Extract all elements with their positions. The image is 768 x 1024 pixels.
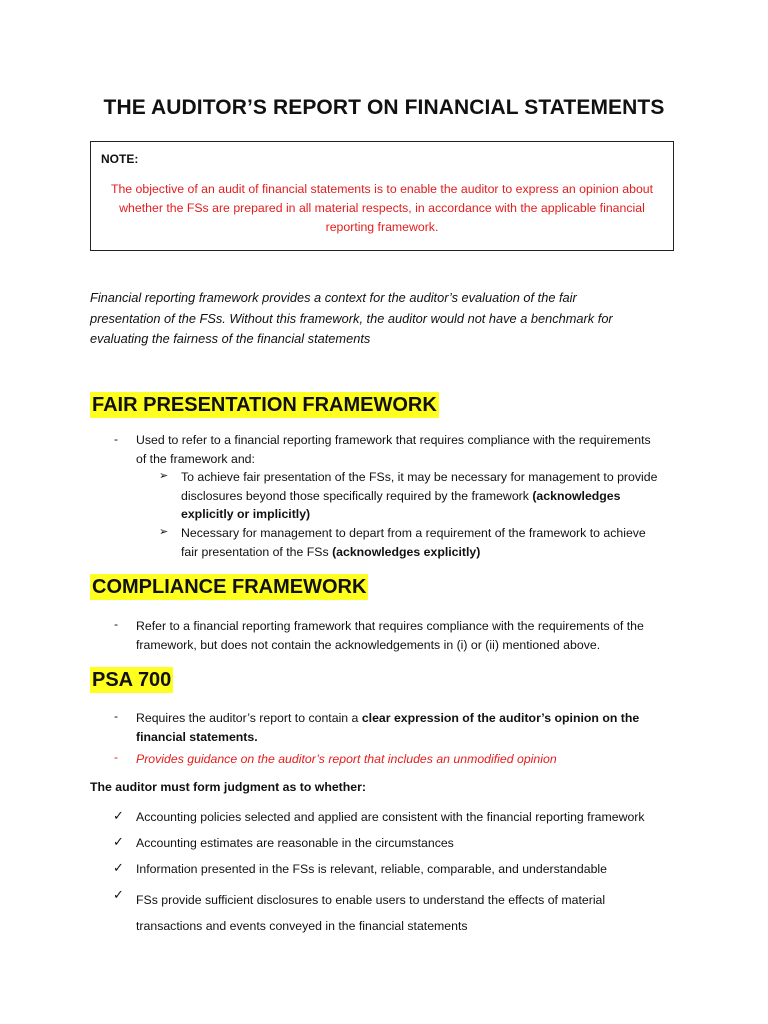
fair-sub-item-2-text: fair presentation of the FSs <box>181 544 333 559</box>
check-icon: ✓ <box>113 834 124 849</box>
note-text <box>97 180 667 237</box>
check-item-3: Information presented in the FSs is relevant, reliable, comparable, and understandable <box>136 862 607 876</box>
dash-bullet: - <box>114 709 119 723</box>
compliance-item-1 <box>136 617 696 654</box>
fair-item-1-line-1: Used to refer to a financial reporting framework that requires compliance with the requirements <box>136 433 651 447</box>
psa-item-1 <box>136 709 696 746</box>
fair-sub-item-1-line-3: explicitly or implicitly) <box>181 507 311 521</box>
arrow-bullet-icon: ➢ <box>159 470 169 482</box>
page-title: THE AUDITOR’S REPORT ON FINANCIAL STATEMENTS <box>103 96 665 119</box>
fair-sub-item-2 <box>181 524 681 561</box>
intro-line-2: presentation of the FSs. Without this framework, the auditor would not have a benchmark for <box>90 310 613 326</box>
fair-item-1 <box>136 431 696 468</box>
fair-sub-item-1-line-1: To achieve fair presentation of the FSs, it may be necessary for management to provide <box>181 470 658 484</box>
fair-sub-item-1-text: disclosures beyond those specifically required by the framework <box>181 488 533 503</box>
psa-item-1-bold: clear expression of the auditor’s opinion on the <box>361 711 640 725</box>
intro-paragraph <box>90 288 690 350</box>
psa-item-1-line-1 <box>136 709 696 728</box>
check-item-4-line-1: FSs provide sufficient disclosures to enable users to understand the effects of material <box>136 893 606 907</box>
compliance-item-1-line-2: framework, but does not contain the acknowledgements in (i) or (ii) mentioned above. <box>136 637 601 652</box>
dash-bullet: - <box>114 617 119 631</box>
arrow-bullet-icon: ➢ <box>159 526 169 538</box>
note-line-2: whether the FSs are prepared in all material respects, in accordance with the applicable financial <box>119 201 645 215</box>
note-label: NOTE: <box>101 152 139 166</box>
psa-item-1-text: Requires the auditor’s report to contain a <box>136 711 362 725</box>
intro-line-1: Financial reporting framework provides a context for the auditor’s evaluation of the fair <box>90 290 577 305</box>
dash-bullet: - <box>114 432 119 446</box>
fair-sub-item-2-line-1: Necessary for management to depart from a requirement of the framework to achieve <box>181 526 646 540</box>
fair-sub-item-2-line-2 <box>181 543 681 562</box>
note-line-3: reporting framework. <box>325 220 439 234</box>
intro-line-3: evaluating the fairness of the financial statements <box>90 331 371 346</box>
check-item-1: Accounting policies selected and applied are consistent with the financial reporting framework <box>136 810 645 824</box>
check-icon: ✓ <box>113 860 124 875</box>
fair-presentation-heading: FAIR PRESENTATION FRAMEWORK <box>92 394 437 416</box>
check-item-4-line-2: transactions and events conveyed in the financial statements <box>136 919 468 933</box>
check-icon: ✓ <box>113 887 124 902</box>
check-item-4 <box>136 887 696 939</box>
fair-sub-item-1-line-2 <box>181 487 681 506</box>
dash-bullet-red: - <box>114 750 119 764</box>
note-line-1: The objective of an audit of financial statements is to enable the auditor to express an opinion about <box>110 182 654 196</box>
fair-sub-item-1 <box>181 468 681 524</box>
check-item-2: Accounting estimates are reasonable in the circumstances <box>136 836 454 850</box>
psa-item-1-line-2: financial statements. <box>136 729 258 744</box>
psa-item-2: Provides guidance on the auditor’s report that includes an unmodified opinion <box>136 752 557 766</box>
compliance-heading: COMPLIANCE FRAMEWORK <box>92 576 367 598</box>
note-box <box>90 141 674 251</box>
psa-700-heading: PSA 700 <box>92 669 172 691</box>
compliance-item-1-line-1: Refer to a financial reporting framework that requires compliance with the requirements of the <box>136 619 644 633</box>
fair-sub-item-1-bold: (acknowledges <box>532 488 621 503</box>
psa-subheading: The auditor must form judgment as to whether: <box>90 780 367 794</box>
fair-item-1-line-2: of the framework and: <box>136 451 255 466</box>
fair-sub-item-2-bold: (acknowledges explicitly) <box>332 544 481 559</box>
check-icon: ✓ <box>113 808 124 823</box>
